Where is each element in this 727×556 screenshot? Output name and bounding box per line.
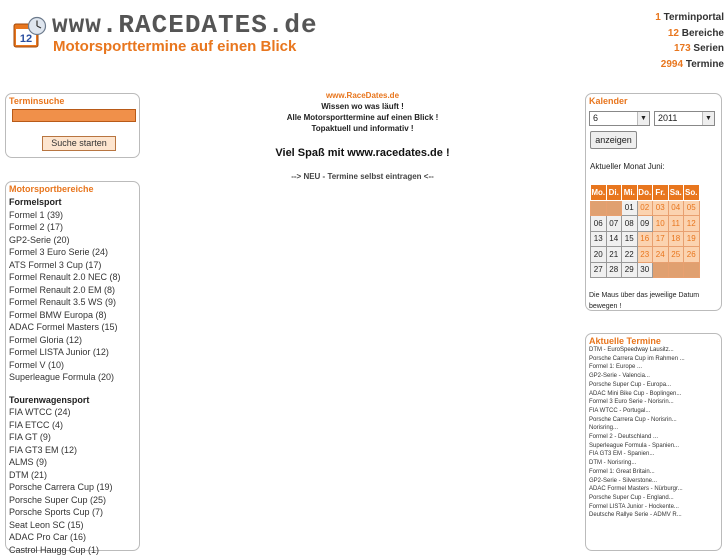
category-link[interactable]: ADAC Pro Car (16) (9, 531, 136, 544)
stat-label: Bereiche (682, 28, 724, 39)
upcoming-event-link[interactable]: Porsche Carrera Cup - Norisrin... (589, 416, 718, 425)
calendar-panel (585, 93, 722, 311)
calendar-day[interactable]: 02 (637, 200, 653, 216)
calendar-day[interactable]: 10 (653, 216, 669, 232)
chevron-down-icon: ▼ (637, 112, 649, 125)
calendar-day[interactable]: 08 (622, 216, 638, 232)
search-title: Terminsuche (6, 94, 139, 106)
category-link[interactable]: FIA GT3 EM (12) (9, 444, 136, 457)
upcoming-events-list (586, 346, 721, 520)
calendar-day[interactable]: 09 (637, 216, 653, 232)
calendar-day[interactable]: 06 (591, 216, 607, 232)
calendar-grid (590, 184, 700, 278)
calendar-day[interactable]: 17 (653, 231, 669, 247)
calendar-week-row (591, 200, 700, 216)
calendar-day[interactable]: 19 (684, 231, 700, 247)
welcome-headline: Viel Spaß mit www.racedates.de ! (190, 147, 535, 159)
category-link[interactable]: Seat Leon SC (15) (9, 519, 136, 532)
calendar-weekday: Mo. (591, 185, 607, 201)
calendar-day[interactable]: 28 (606, 262, 622, 278)
category-link[interactable]: ADAC Formel Masters (15) (9, 321, 136, 334)
calendar-week-row (591, 216, 700, 232)
calendar-day[interactable]: 24 (653, 247, 669, 263)
search-panel (5, 93, 140, 158)
category-link[interactable]: FIA ETCC (4) (9, 419, 136, 432)
calendar-weekday: Di. (606, 185, 622, 201)
category-link[interactable]: Formel 2 (17) (9, 221, 136, 234)
calendar-title: Kalender (586, 94, 721, 106)
categories-panel (5, 181, 140, 551)
upcoming-event-link[interactable]: FIA GT3 EM - Spanien... (589, 450, 718, 459)
category-link[interactable]: FIA WTCC (24) (9, 406, 136, 419)
category-link[interactable]: DTM (21) (9, 469, 136, 482)
calendar-weekday: So. (684, 185, 700, 201)
calendar-day[interactable]: 30 (637, 262, 653, 278)
stat-label: Termine (686, 59, 724, 70)
calendar-weekday: Do. (637, 185, 653, 201)
category-link[interactable]: FIA GT (9) (9, 431, 136, 444)
calendar-day[interactable]: 01 (622, 200, 638, 216)
calendar-day[interactable]: 23 (637, 247, 653, 263)
upcoming-event-link[interactable]: Formel 2 - Deutschland ... (589, 433, 718, 442)
calendar-week-row (591, 247, 700, 263)
stat-row (655, 26, 724, 42)
calendar-day[interactable]: 07 (606, 216, 622, 232)
calendar-day[interactable]: 15 (622, 231, 638, 247)
category-link[interactable]: Formel Renault 2.0 NEC (8) (9, 271, 136, 284)
welcome-site-link[interactable]: www.RaceDates.de (190, 90, 535, 101)
upcoming-events-title: Aktuelle Termine (586, 334, 721, 346)
category-link[interactable]: Formel V (10) (9, 359, 136, 372)
calendar-day[interactable]: 05 (684, 200, 700, 216)
site-tagline: Motorsporttermine auf einen Blick (53, 38, 296, 55)
calendar-day[interactable]: 16 (637, 231, 653, 247)
calendar-empty-cell (684, 262, 700, 278)
category-link[interactable]: Formel 3 Euro Serie (24) (9, 246, 136, 259)
category-link[interactable]: Formel 1 (39) (9, 209, 136, 222)
calendar-empty-cell (668, 262, 684, 278)
calendar-day[interactable]: 14 (606, 231, 622, 247)
upcoming-event-link[interactable]: DTM - Norisring... (589, 459, 718, 468)
categories-title: Motorsportbereiche (6, 182, 139, 194)
upcoming-event-link[interactable]: Porsche Super Cup - Europa... (589, 381, 718, 390)
calendar-day[interactable]: 03 (653, 200, 669, 216)
upcoming-event-link[interactable]: Deutsche Rallye Serie - ADMV R... (589, 511, 718, 520)
calendar-empty-cell (606, 200, 622, 216)
upcoming-event-link[interactable]: Superleague Formula - Spanien... (589, 442, 718, 451)
welcome-line: Topaktuell und informativ ! (190, 123, 535, 134)
calendar-weekday-row (591, 185, 700, 201)
calendar-day[interactable]: 26 (684, 247, 700, 263)
category-link[interactable]: Formel Renault 2.0 EM (8) (9, 284, 136, 297)
calendar-day[interactable]: 12 (684, 216, 700, 232)
welcome-line: Alle Motorsporttermine auf einen Blick ! (190, 112, 535, 123)
calendar-day[interactable]: 04 (668, 200, 684, 216)
upcoming-event-link[interactable]: Formel LISTA Junior - Hockente... (589, 503, 718, 512)
year-select[interactable] (654, 111, 715, 126)
calendar-day[interactable]: 21 (606, 247, 622, 263)
add-event-link[interactable]: --> NEU - Termine selbst eintragen <-- (190, 172, 535, 181)
category-link[interactable]: Formel LISTA Junior (12) (9, 346, 136, 359)
calendar-empty-cell (591, 200, 607, 216)
category-link[interactable]: Castrol Haugg Cup (1) (9, 544, 136, 556)
category-link[interactable]: Formel Renault 3.5 WS (9) (9, 296, 136, 309)
upcoming-event-link[interactable]: GP2-Serie - Silverstone... (589, 477, 718, 486)
upcoming-event-link[interactable]: DTM - EuroSpeedway Lausitz... (589, 346, 718, 355)
upcoming-event-link[interactable]: ADAC Mini Bike Cup - Boplingen... (589, 390, 718, 399)
categories-list (6, 196, 139, 556)
calendar-empty-cell (653, 262, 669, 278)
calendar-day[interactable]: 11 (668, 216, 684, 232)
category-link[interactable]: Porsche Super Cup (25) (9, 494, 136, 507)
upcoming-event-link[interactable]: Norisring... (589, 424, 718, 433)
stat-label: Terminportal (664, 12, 724, 23)
category-link[interactable]: Porsche Sports Cup (7) (9, 506, 136, 519)
calendar-day[interactable]: 13 (591, 231, 607, 247)
upcoming-event-link[interactable]: GP2-Serie - Valencia... (589, 372, 718, 381)
stat-label: Serien (693, 43, 724, 54)
welcome-section (190, 90, 535, 181)
search-input[interactable] (12, 109, 136, 122)
calendar-weekday: Mi. (622, 185, 638, 201)
calendar-weekday: Fr. (653, 185, 669, 201)
category-link[interactable]: GP2-Serie (20) (9, 234, 136, 247)
current-month-label: Aktueller Monat Juni: (590, 162, 665, 171)
calendar-hint: Die Maus über das jeweilige Datum bewegen ! (589, 290, 717, 312)
stat-number: 12 (668, 28, 679, 39)
category-link[interactable]: ATS Formel 3 Cup (17) (9, 259, 136, 272)
calendar-clock-icon (13, 16, 46, 49)
calendar-day[interactable]: 25 (668, 247, 684, 263)
upcoming-event-link[interactable]: Porsche Carrera Cup im Rahmen ... (589, 355, 718, 364)
site-logo-url[interactable]: www.RACEDATES.de (52, 10, 318, 40)
upcoming-event-link[interactable]: Porsche Super Cup - England... (589, 494, 718, 503)
welcome-line: Wissen wo was läuft ! (190, 101, 535, 112)
stat-number: 173 (674, 43, 691, 54)
calendar-day[interactable]: 20 (591, 247, 607, 263)
category-link[interactable]: Porsche Carrera Cup (19) (9, 481, 136, 494)
calendar-week-row (591, 262, 700, 278)
upcoming-events-panel (585, 333, 722, 551)
month-select-value: 6 (593, 113, 598, 123)
stat-row (655, 41, 724, 57)
month-select[interactable] (589, 111, 650, 126)
calendar-day[interactable]: 27 (591, 262, 607, 278)
stat-row (655, 10, 724, 26)
logo-day: 12 (20, 33, 32, 45)
category-link[interactable]: Formel BMW Europa (8) (9, 309, 136, 322)
stat-number: 1 (655, 12, 661, 23)
chevron-down-icon: ▼ (702, 112, 714, 125)
category-group-heading: Tourenwagensport (9, 394, 136, 407)
calendar-day[interactable]: 22 (622, 247, 638, 263)
calendar-weekday: Sa. (668, 185, 684, 201)
upcoming-event-link[interactable]: ADAC Formel Masters - Nürburgr... (589, 485, 718, 494)
calendar-day[interactable]: 18 (668, 231, 684, 247)
stat-row (655, 57, 724, 73)
calendar-week-row (591, 231, 700, 247)
site-stats (655, 10, 724, 72)
stat-number: 2994 (661, 59, 683, 70)
upcoming-event-link[interactable]: Formel 1: Europe ... (589, 363, 718, 372)
show-calendar-button[interactable]: anzeigen (590, 131, 637, 149)
upcoming-event-link[interactable]: FIA WTCC - Portugal... (589, 407, 718, 416)
search-button[interactable]: Suche starten (42, 136, 116, 151)
upcoming-event-link[interactable]: Formel 3 Euro Serie - Norisrin... (589, 398, 718, 407)
category-group-heading: Formelsport (9, 196, 136, 209)
upcoming-event-link[interactable]: Formel 1: Great Britain... (589, 468, 718, 477)
category-link[interactable]: Superleague Formula (20) (9, 371, 136, 384)
category-link[interactable]: Formel Gloria (12) (9, 334, 136, 347)
category-link[interactable]: ALMS (9) (9, 456, 136, 469)
year-select-value: 2011 (658, 113, 677, 123)
calendar-day[interactable]: 29 (622, 262, 638, 278)
